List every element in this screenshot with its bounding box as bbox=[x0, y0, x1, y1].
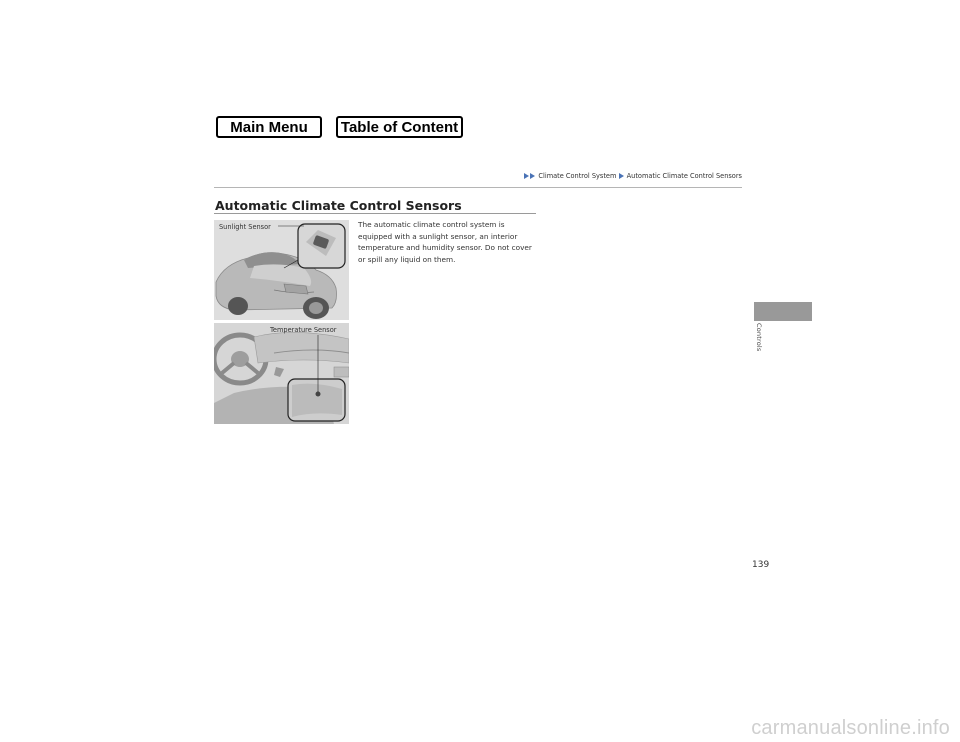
breadcrumb bbox=[470, 172, 742, 180]
sunlight-sensor-label: Sunlight Sensor bbox=[219, 223, 271, 231]
section-tab[interactable] bbox=[754, 302, 812, 321]
breadcrumb-arrow-icon bbox=[530, 173, 535, 179]
section-tab-label: Controls bbox=[755, 323, 763, 352]
page-number: 139 bbox=[752, 560, 770, 570]
section-body-text: The automatic climate control system is equipped with a sunlight sensor, an interior temperature and humidity sensor. Do not cover or spill any liquid on them. bbox=[358, 220, 532, 264]
header-divider bbox=[214, 187, 742, 188]
dashboard-illustration bbox=[214, 323, 349, 424]
temperature-sensor-label: Temperature Sensor bbox=[270, 326, 337, 334]
sunlight-sensor-figure bbox=[214, 220, 349, 320]
breadcrumb-item-automatic-sensors[interactable]: Automatic Climate Control Sensors bbox=[626, 172, 742, 180]
section-title: Automatic Climate Control Sensors bbox=[215, 198, 462, 213]
main-menu-button[interactable]: Main Menu bbox=[216, 116, 322, 138]
table-of-content-button[interactable]: Table of Content bbox=[336, 116, 463, 138]
breadcrumb-arrow-icon bbox=[619, 173, 624, 179]
title-divider bbox=[214, 213, 536, 214]
breadcrumb-item-climate-control-system[interactable]: Climate Control System bbox=[538, 172, 617, 180]
temperature-sensor-figure bbox=[214, 323, 349, 424]
watermark: carmanualsonline.info bbox=[751, 717, 950, 739]
breadcrumb-arrow-icon bbox=[524, 173, 529, 179]
car-illustration bbox=[214, 220, 349, 320]
